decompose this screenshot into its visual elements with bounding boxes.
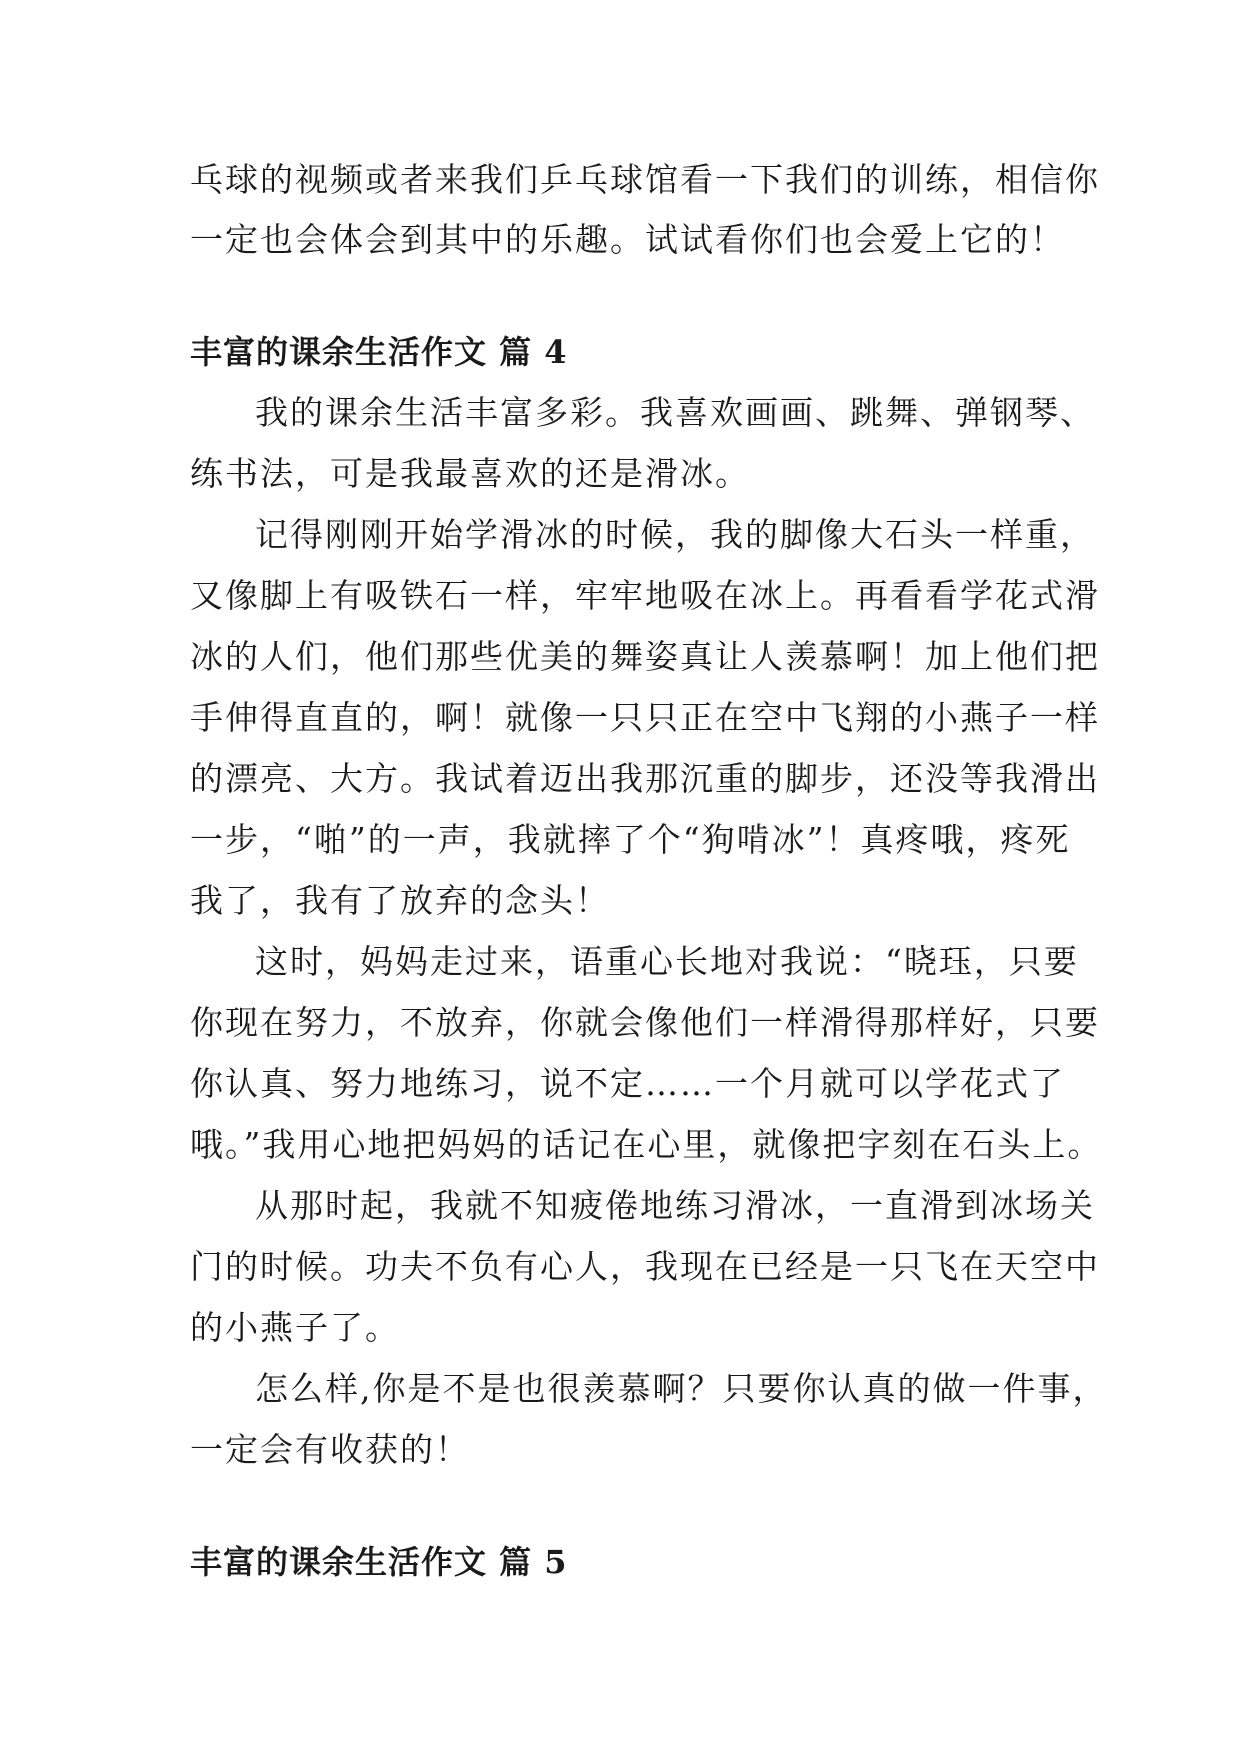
section-heading: 丰富的课余生活作文 篇 5 [190,1543,568,1581]
paragraph-line: 记得刚刚开始学滑冰的时候，我的脚像大石头一样重， [255,515,1095,554]
paragraph-line: 这时，妈妈走过来，语重心长地对我说：“晓珏，只要 [255,942,1079,981]
paragraph-line: 怎么样,你是不是也很羡慕啊？只要你认真的做一件事， [255,1369,1108,1408]
paragraph-line: 我了，我有了放弃的念头！ [190,881,610,920]
intro-line: 一定也会体会到其中的乐趣。试试看你们也会爱上它的！ [190,220,1065,259]
paragraph-line: 一定会有收获的！ [190,1430,470,1469]
paragraph-line: 你认真、努力地练习，说不定……一个月就可以学花式了 [190,1064,1065,1103]
paragraph-line: 又像脚上有吸铁石一样，牢牢地吸在冰上。再看看学花式滑 [190,576,1100,615]
intro-line: 乓球的视频或者来我们乒乓球馆看一下我们的训练，相信你 [190,160,1100,199]
section-heading: 丰富的课余生活作文 篇 4 [190,333,568,371]
paragraph-line: 的小燕子了。 [190,1308,400,1347]
paragraph-line: 一步，“啪”的一声，我就摔了个“狗啃冰”！真疼哦，疼死 [190,820,1071,859]
paragraph-line: 手伸得直直的，啊！就像一只只正在空中飞翔的小燕子一样 [190,698,1100,737]
paragraph-line: 门的时候。功夫不负有心人，我现在已经是一只飞在天空中 [190,1247,1100,1286]
paragraph-line: 从那时起，我就不知疲倦地练习滑冰，一直滑到冰场关 [255,1186,1095,1225]
paragraph-line: 哦。”我用心地把妈妈的话记在心里，就像把字刻在石头上。 [190,1125,1103,1164]
paragraph-line: 的漂亮、大方。我试着迈出我那沉重的脚步，还没等我滑出 [190,759,1100,798]
paragraph-line: 你现在努力，不放弃，你就会像他们一样滑得那样好，只要 [190,1003,1100,1042]
paragraph-line: 我的课余生活丰富多彩。我喜欢画画、跳舞、弹钢琴、 [255,393,1095,432]
paragraph-line: 练书法，可是我最喜欢的还是滑冰。 [190,454,750,493]
paragraph-line: 冰的人们，他们那些优美的舞姿真让人羡慕啊！加上他们把 [190,637,1100,676]
